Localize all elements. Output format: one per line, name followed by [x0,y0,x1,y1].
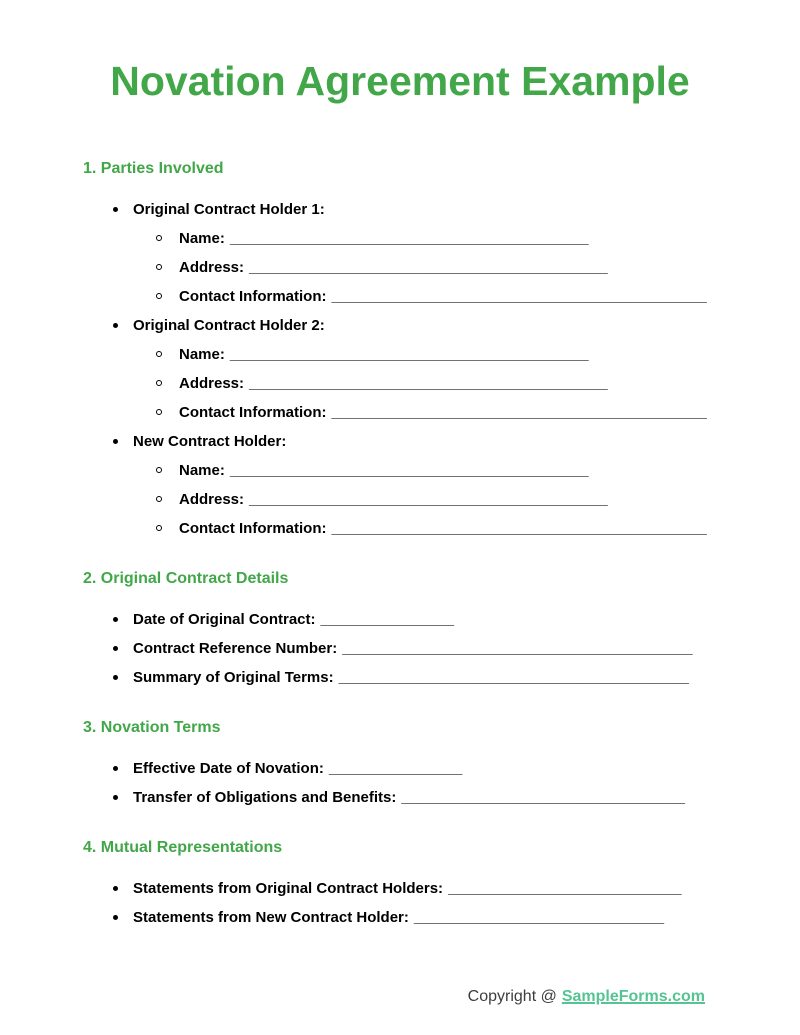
bullet-icon [113,675,118,680]
list-item-field [0,783,800,812]
section-heading-mutual-representations: 4. Mutual Representations [83,839,283,856]
sampleforms-link[interactable]: SampleForms.com [561,988,705,1005]
blank-line: ________________ [320,611,454,628]
bullet-icon [113,617,118,622]
field-label: Summary of Original Terms: [133,669,334,686]
field-label: Effective Date of Novation: [133,760,324,777]
group-label: Original Contract Holder 2: [133,317,325,334]
field-label: Address: [179,491,245,508]
list-item-field [0,754,800,783]
bullet-icon [113,207,118,212]
copyright-text: Copyright @ [467,988,557,1005]
blank-line: _____________________________________________ [331,520,707,537]
footer [0,987,705,1006]
field-label: Address: [179,259,245,276]
circle-bullet-icon [156,380,162,386]
blank-line: ___________________________________________ [229,346,589,363]
section-heading-original-contract: 2. Original Contract Details [83,570,289,587]
bullet-icon [113,766,118,771]
field-label: Address: [179,375,245,392]
list-item-field [0,369,800,398]
list-item-field [0,253,800,282]
circle-bullet-icon [156,467,162,473]
list-item-field [0,663,800,692]
field-label: Statements from Original Contract Holders: [133,880,444,897]
list-item-field [0,485,800,514]
field-label: Date of Original Contract: [133,611,316,628]
field-label: Name: [179,462,225,479]
blank-line: ___________________________________________ [249,259,608,276]
field-label: Contact Information: [179,288,327,305]
field-label: Name: [179,346,225,363]
list-item-field [0,224,800,253]
bullet-icon [113,323,118,328]
list-item-group [0,311,800,340]
field-label: Name: [179,230,225,247]
blank-line: ___________________________________________ [249,491,608,508]
novation-terms-list [0,754,800,812]
circle-bullet-icon [156,409,162,415]
field-label: Contact Information: [179,520,327,537]
field-label: Transfer of Obligations and Benefits: [133,789,397,806]
list-item-group [0,195,800,224]
bullet-icon [113,915,118,920]
circle-bullet-icon [156,525,162,531]
circle-bullet-icon [156,235,162,241]
blank-line: ___________________________________________ [249,375,608,392]
list-item-group [0,427,800,456]
group-label: Original Contract Holder 1: [133,201,325,218]
list-item-field [0,282,800,311]
blank-line: __________________________________ [401,789,686,806]
list-item-field [0,340,800,369]
field-label: Contract Reference Number: [133,640,338,657]
bullet-icon [113,795,118,800]
circle-bullet-icon [156,293,162,299]
group-label: New Contract Holder: [133,433,287,450]
blank-line: ______________________________ [413,909,665,926]
bullet-icon [113,646,118,651]
page-title: Novation Agreement Example [110,58,690,104]
blank-line: __________________________________________ [338,669,689,686]
blank-line: _____________________________________________ [331,404,707,421]
mutual-representations-list [0,874,800,932]
blank-line: _____________________________________________ [331,288,707,305]
bullet-icon [113,886,118,891]
list-item-field [0,605,800,634]
list-item-field [0,456,800,485]
original-contract-list [0,605,800,692]
blank-line: ____________________________ [448,880,682,897]
list-item-field [0,514,800,543]
field-label: Statements from New Contract Holder: [133,909,409,926]
field-label: Contact Information: [179,404,327,421]
list-item-field [0,903,800,932]
blank-line: ___________________________________________ [229,230,589,247]
list-item-field [0,398,800,427]
list-item-field [0,874,800,903]
circle-bullet-icon [156,496,162,502]
blank-line: ________________ [328,760,463,777]
circle-bullet-icon [156,264,162,270]
parties-list [0,195,800,543]
circle-bullet-icon [156,351,162,357]
section-heading-novation-terms: 3. Novation Terms [83,719,221,736]
section-heading-parties: 1. Parties Involved [83,160,224,177]
list-item-field [0,634,800,663]
blank-line: __________________________________________ [342,640,693,657]
blank-line: ___________________________________________ [229,462,589,479]
bullet-icon [113,439,118,444]
